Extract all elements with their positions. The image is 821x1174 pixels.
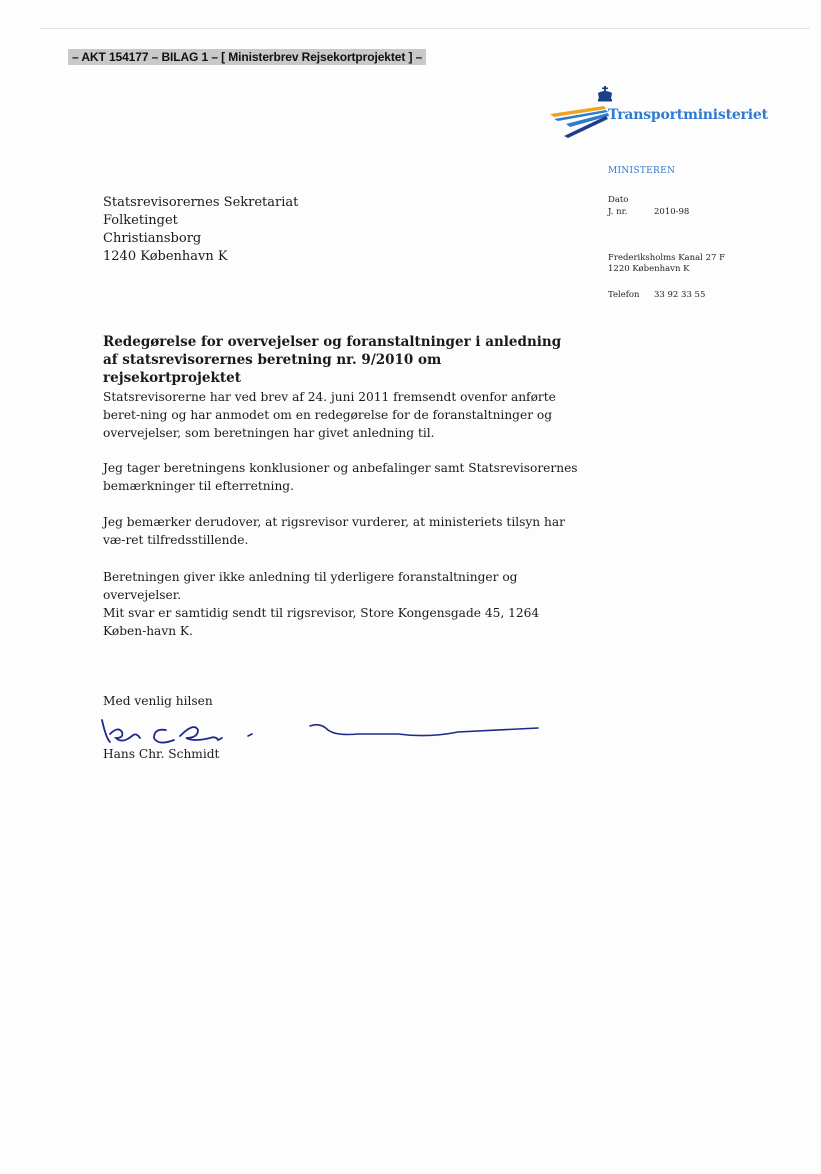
signer-name: Hans Chr. Schmidt <box>103 747 220 761</box>
sender-address-line: Frederiksholms Kanal 27 F <box>608 253 725 263</box>
recipient-line: Christiansborg <box>103 231 202 246</box>
recipient-line: Statsrevisorernes Sekretariat <box>103 195 299 210</box>
body-paragraph: Jeg bemærker derudover, at rigsrevisor vurderer, at ministeriets tilsyn har væ-ret tilfredsstillende. <box>103 515 565 547</box>
recipient-line: Folketinget <box>103 213 178 228</box>
journal-number-label: J. nr. <box>608 207 628 217</box>
phone-value: 33 92 33 55 <box>654 290 706 300</box>
ministry-logo <box>548 86 808 142</box>
body-paragraph: Mit svar er samtidig sendt til rigsrevisor, Store Kongensgade 45, 1264 Køben-havn K. <box>103 606 540 638</box>
top-rule <box>40 28 810 29</box>
journal-number-row <box>608 207 690 218</box>
phone-row <box>608 290 706 301</box>
body-paragraph: Jeg tager beretningens konklusioner og anbefalinger samt Statsrevisorernes bemærkninger til efterretning. <box>103 461 578 493</box>
recipient-address <box>103 194 298 266</box>
sender-address <box>608 253 725 275</box>
logo-wordmark: Transportministeriet <box>608 107 768 123</box>
sender-office: MINISTEREN <box>608 166 676 176</box>
date-row <box>608 195 628 206</box>
phone-label: Telefon <box>608 290 640 300</box>
crown-icon <box>598 86 612 102</box>
sender-address-line: 1220 København K <box>608 264 690 274</box>
closing-salutation: Med venlig hilsen <box>103 694 213 708</box>
file-stamp: – AKT 154177 – BILAG 1 – [ Ministerbrev Rejsekortprojektet ] – <box>68 49 426 65</box>
date-label: Dato <box>608 195 629 205</box>
recipient-line: 1240 København K <box>103 249 228 264</box>
body-paragraph: Beretningen giver ikke anledning til yderligere foranstaltninger og overvejelser. <box>103 570 518 602</box>
journal-number-value: 2010-98 <box>654 207 690 217</box>
letter-subject: Redegørelse for overvejelser og foranstaltninger i anledning af statsrevisorernes beretning nr. 9/2010 om rejsekortprojektet <box>103 334 562 386</box>
body-paragraph: Statsrevisorerne har ved brev af 24. juni 2011 fremsendt ovenfor anførte beret-ning og har anmodet om en redegørelse for de foranstaltninger og overvejelser, som beretningen har givet anledning til. <box>103 390 556 440</box>
